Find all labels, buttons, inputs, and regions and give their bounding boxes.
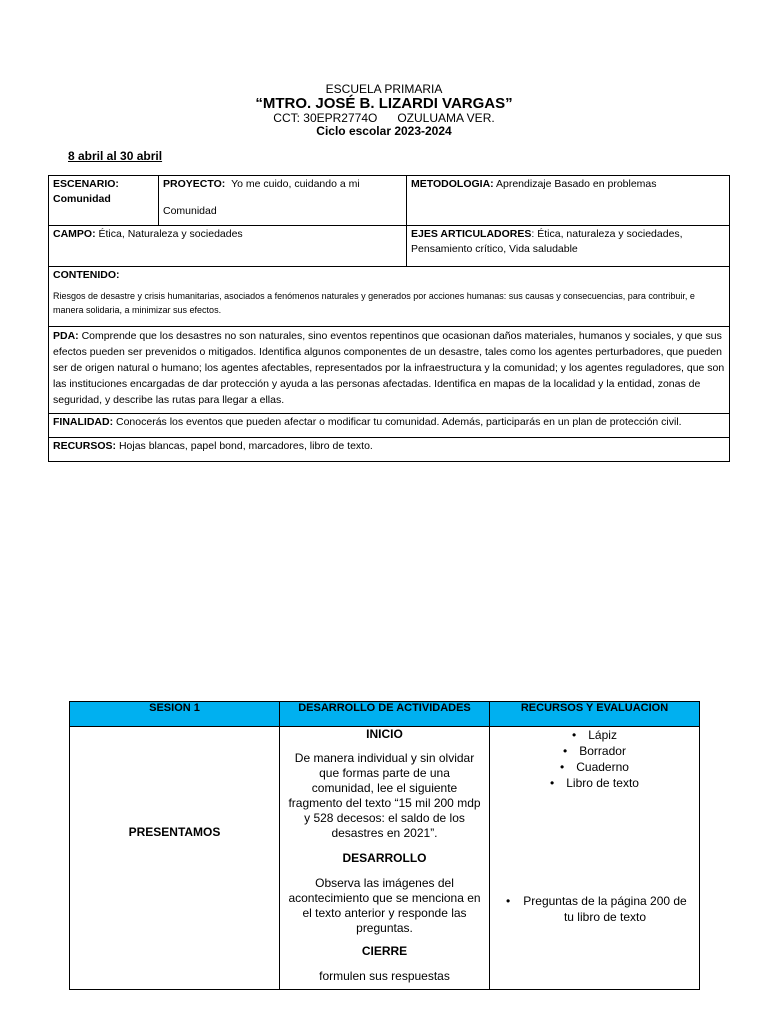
contenido-cell	[49, 267, 730, 327]
finalidad-cell	[49, 414, 730, 438]
recursos-label: RECURSOS:	[53, 440, 117, 452]
date-range: 8 abril al 30 abril	[68, 149, 163, 163]
proyecto-cell	[159, 176, 407, 226]
school-type: ESCUELA PRIMARIA	[325, 82, 443, 96]
session-table	[69, 701, 700, 990]
pda-cell	[49, 327, 730, 414]
recursos-value: Hojas blancas, papel bond, marcadores, libro de texto.	[118, 440, 373, 452]
campo-label: CAMPO:	[53, 228, 96, 240]
campo-cell	[49, 226, 407, 267]
proyecto-label: PROYECTO:	[163, 178, 226, 190]
cierre-title: CIERRE	[361, 944, 408, 958]
school-cct: CCT: 30EPR2774O OZULUAMA VER.	[273, 111, 495, 125]
resources-header: RECURSOS Y EVALUACION	[490, 702, 700, 727]
desarrollo-text: Observa las imágenes del acontecimiento que se menciona en el texto anterior y responde las preguntas.	[288, 876, 481, 935]
pda-value: Comprende que los desastres no son naturales, sino eventos repentinos que ocasionan daños materiales, humanos y sociales, y que sus efectos pueden ser prevenidos o mitigados. Identifica algunos componentes de un desastre, tales como los agentes perturbadores, que pueden ser de origen natural o humano; los agentes afectables, representados por la infraestructura y la comunidad; y los agentes reguladores, que son las instituciones encargadas de dar protección y ayuda a las personas afectadas. Identifica en mapas de la localidad y la entidad, zonas de seguridad, y describe las rutas para llegar a ellas.	[53, 330, 725, 406]
metodologia-cell	[407, 176, 730, 226]
phase-label: PRESENTAMOS	[128, 825, 221, 839]
school-name: “MTRO. JOSÉ B. LIZARDI VARGAS”	[255, 95, 513, 112]
evaluation-text: Preguntas de la página 200 de tu libro de texto	[523, 894, 687, 924]
proyecto-value: Yo me cuido, cuidando a mi	[231, 178, 360, 190]
list-item: • Cuaderno	[490, 759, 699, 775]
resources-cell	[490, 727, 700, 990]
contenido-label: CONTENIDO:	[53, 269, 120, 281]
session-header: SESION 1	[70, 702, 280, 727]
list-item: • Libro de texto	[490, 775, 699, 791]
cierre-text: formulen sus respuestas	[319, 969, 450, 983]
metodologia-value: Aprendizaje Basado en problemas	[496, 178, 657, 190]
school-cycle: Ciclo escolar 2023-2024	[316, 124, 452, 138]
metodologia-label: METODOLOGIA:	[411, 178, 494, 190]
campo-value: Ética, Naturaleza y sociedades	[98, 228, 243, 240]
list-item: • Borrador	[490, 743, 699, 759]
recursos-cell	[49, 438, 730, 462]
inicio-title: INICIO	[366, 727, 403, 741]
proyecto-value-2: Comunidad	[163, 205, 217, 217]
escenario-cell	[49, 176, 159, 226]
escenario-label: ESCENARIO:	[53, 178, 119, 190]
ejes-cell	[407, 226, 730, 267]
activities-cell	[280, 727, 490, 990]
desarrollo-title: DESARROLLO	[342, 851, 427, 865]
activities-header: DESARROLLO DE ACTIVIDADES	[280, 702, 490, 727]
contenido-value: Riesgos de desastre y crisis humanitarias, asociados a fenómenos naturales y generados por acciones humanas: sus causas y consecuencias, para contribuir, e manera solidaria, a minimizar sus efectos.	[53, 291, 695, 315]
finalidad-value: Conocerás los eventos que pueden afectar o modificar tu comunidad. Además, participarás en un plan de protección civil.	[116, 416, 682, 428]
phase-cell	[70, 727, 280, 990]
pda-label: PDA:	[53, 330, 79, 342]
escenario-value: Comunidad	[53, 193, 111, 205]
plan-table	[48, 175, 730, 462]
ejes-label: EJES ARTICULADORES	[411, 228, 532, 240]
resources-list	[490, 727, 699, 791]
list-item: • Lápiz	[490, 727, 699, 743]
finalidad-label: FINALIDAD:	[53, 416, 114, 428]
evaluation-item: • Preguntas de la página 200 de tu libro de texto	[520, 893, 690, 925]
inicio-text: De manera individual y sin olvidar que formas parte de una comunidad, lee el siguiente fragmento del texto “15 mil 200 mdp y 528 decesos: el saldo de los desastres en 2021”.	[288, 751, 481, 840]
ejes-value: : Ética, naturaleza y sociedades, Pensamiento crítico, Vida saludable	[411, 228, 683, 255]
